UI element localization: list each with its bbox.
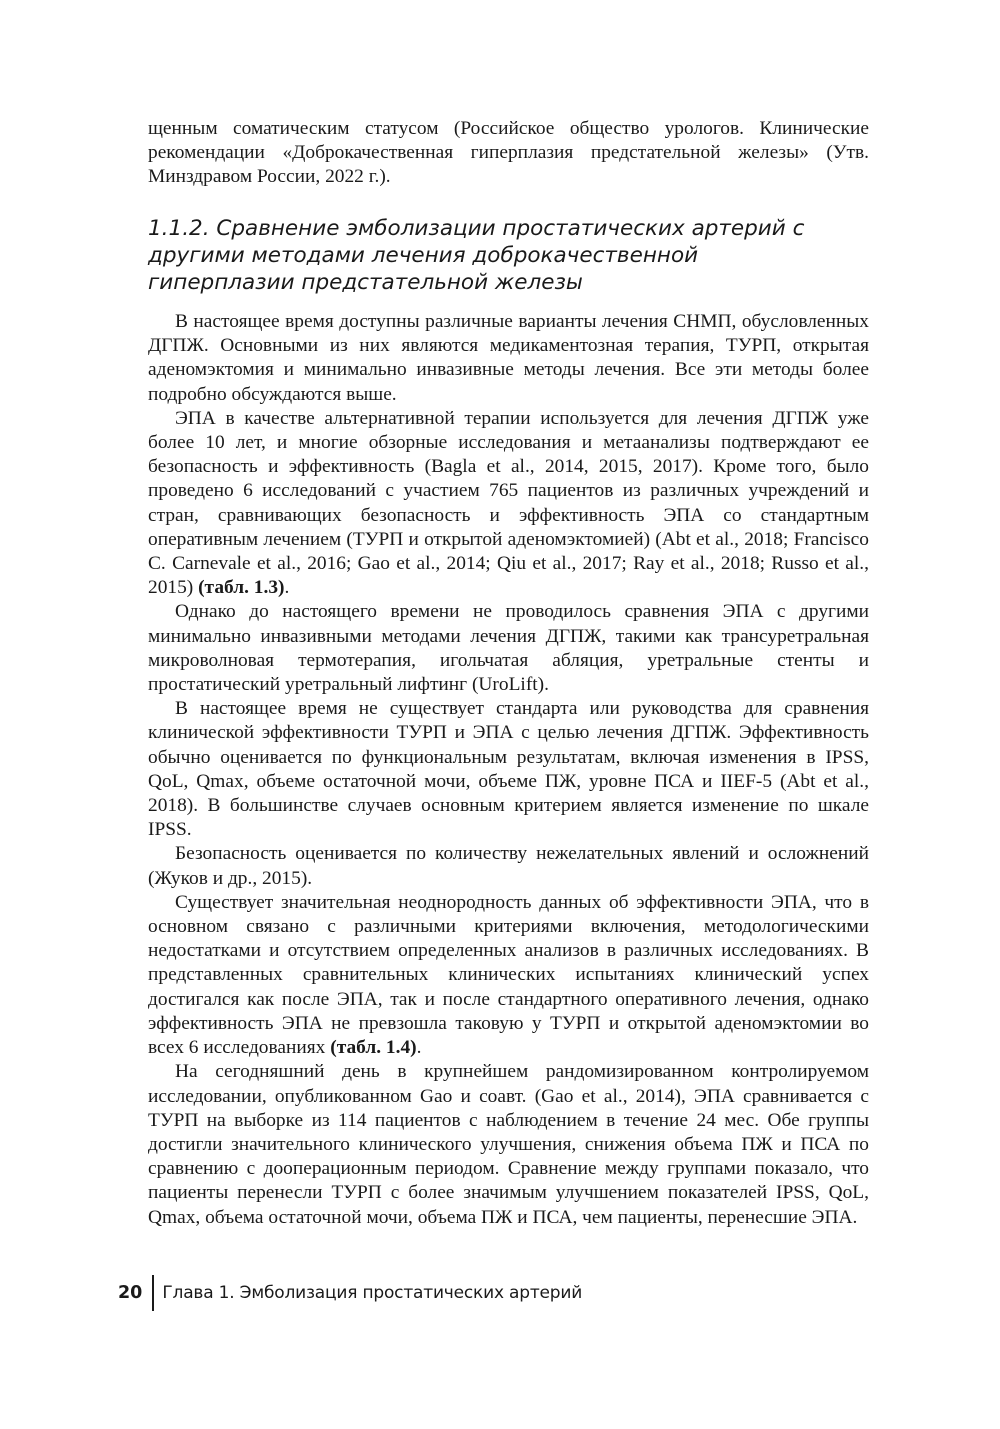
intro-paragraph-block bbox=[148, 117, 869, 190]
paragraph-5: Безопасность оценивается по количеству нежелательных явлений и осложнений (Жуков и др., 2015). bbox=[148, 843, 869, 889]
table-ref-1-4: (табл. 1.4) bbox=[330, 1037, 417, 1059]
paragraph-1: В настоящее время доступны различные варианты лечения СНМП, обусловленных ДГПЖ. Основными из них являются медикаментозная терапия, ТУРП, открытая аденомэктомия и минимально инвазивные методы лечения. Все эти методы более подробно обсуждаются выше. bbox=[148, 311, 869, 405]
section-heading: 1.1.2. Сравнение эмболизации простатических артерий с другими методами лечения доброкачественной гиперплазии предстательной железы bbox=[148, 216, 805, 295]
footer-divider bbox=[152, 1275, 154, 1311]
paragraph-3: Однако до настоящего времени не проводилось сравнения ЭПА с другими минимально инвазивными методами лечения ДГПЖ, такими как трансуретральная микроволновая термотерапия, игольчатая абляция, уретральные стенты и простатический уретральный лифтинг (UroLift). bbox=[148, 601, 869, 696]
intro-paragraph: щенным соматическим статусом (Российское общество урологов. Клинические рекомендации «Доброкачественная гиперплазия предстательной железы» (Утв. Минздравом России, 2022 г.). bbox=[148, 118, 869, 188]
paragraph-6 bbox=[148, 891, 869, 1060]
page-number: 20 bbox=[118, 1283, 143, 1303]
paragraph-7: На сегодняшний день в крупнейшем рандомизированном контролируемом исследовании, опубликованном Gao и соавт. (Gao et al., 2014), ЭПА сравнивается с ТУРП на выборке из 114 пациентов с наблюдением в течение 24 мес. Обе группы достигли значительного клинического улучшения, снижения объема ПЖ и ПСА по сравнению с дооперационным периодом. Сравнение между группами показало, что пациенты перенесли ТУРП с более значимым улучшением показателей IPSS, QoL, Qmax, объема остаточной мочи, объема ПЖ и ПСА, чем пациенты, перенесшие ЭПА. bbox=[148, 1061, 869, 1228]
page-footer bbox=[118, 1273, 582, 1313]
section-body bbox=[148, 310, 869, 1230]
paragraph-6-text: Существует значительная неоднородность данных об эффективности ЭПА, что в основном связано с различными критериями включения, методологическими недостатками и отсутствием определенных анализов в различных исследованиях. В представленных сравнительных клинических испытаниях клинический успех достигался как после ЭПА, так и после стандартного оперативного лечения, однако эффективность ЭПА не превзошла таковую у ТУРП и открытой аденомэктомии во всех 6 исследованиях bbox=[148, 891, 869, 1059]
paragraph-6-end: . bbox=[416, 1037, 422, 1059]
running-title: Глава 1. Эмболизация простатических артерий bbox=[162, 1283, 583, 1303]
paragraph-2-end: . bbox=[284, 577, 290, 599]
paragraph-2 bbox=[148, 407, 869, 601]
paragraph-2-text: ЭПА в качестве альтернативной терапии используется для лечения ДГПЖ уже более 10 лет, и многие обзорные исследования и метаанализы подтверждают ее безопасность и эффективность (Bagla et al., 2014, 2015, 2017). Кроме того, было проведено 6 исследований с участием 765 пациентов из различных учреждений и стран, сравнивающих безопасность и эффективность ЭПА со стандартным оперативным лечением (ТУРП и открытой аденомэктомией) (Abt et al., 2018; Francisco C. Carnevale et al., 2016; Gao et al., 2014; Qiu et al., 2017; Ray et al., 2018; Russo et al., 2015) bbox=[148, 407, 869, 599]
paragraph-4: В настоящее время не существует стандарта или руководства для сравнения клинической эффективности ТУРП и ЭПА с целью лечения ДГПЖ. Эффективность обычно оценивается по функциональным результатам, включая изменения в IPSS, QoL, Qmax, объеме остаточной мочи, объеме ПЖ, уровне ПСА и IIEF-5 (Abt et al., 2018). В большинстве случаев основным критерием является изменение по шкале IPSS. bbox=[148, 698, 869, 841]
table-ref-1-3: (табл. 1.3) bbox=[198, 577, 285, 599]
